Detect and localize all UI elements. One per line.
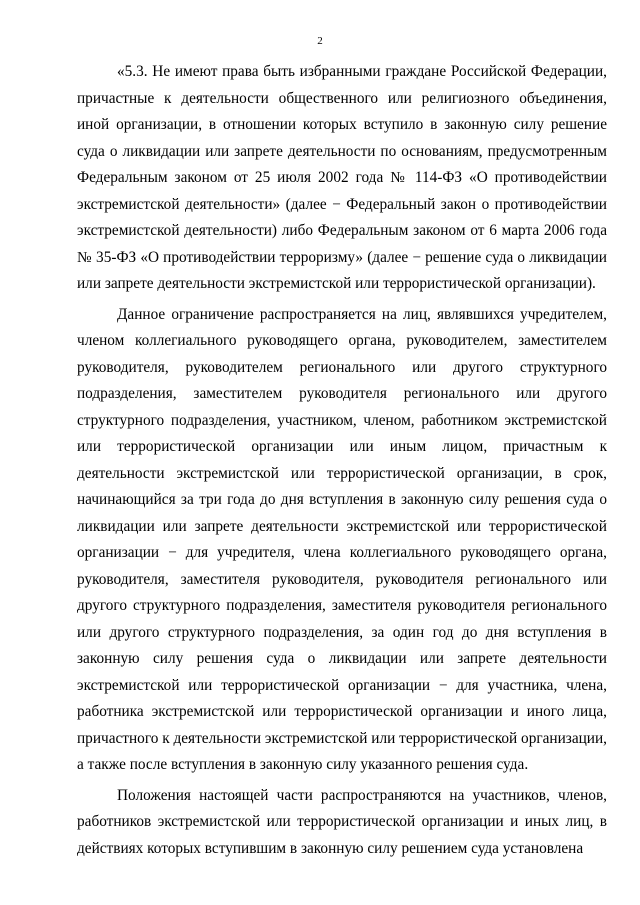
document-body xyxy=(77,59,607,866)
paragraph-restriction-scope: Данное ограничение распространяется на лиц, являвшихся учредителем, членом коллегиального руководящего органа, руководителем, заместителем руководителя, руководителем регионального или другого структурного подразделения, заместителем руководителя регионального или другого структурного подразделения, участником, членом, работником экстремистской или террористической организации или иным лицом, причастным к деятельности экстремистской или террористической организации, в срок, начинающийся за три года до дня вступления в законную силу решения суда о ликвидации или запрете деятельности экстремистской или террористической организации − для учредителя, члена коллегиального руководящего органа, руководителя, заместителя руководителя, руководителя регионального или другого структурного подразделения, заместителя руководителя регионального или другого структурного подразделения, за один год до дня вступления в законную силу решения суда о ликвидации или запрете деятельности экстремистской или террористической организации − для участника, члена, работника экстремистской или террористической организации и иного лица, причастного к деятельности экстремистской или террористической организации, а также после вступления в законную силу указанного решения суда. xyxy=(77,305,607,773)
paragraph-clause-5-3: «5.3. Не имеют права быть избранными граждане Российской Федерации, причастные к деятельности общественного или религиозного объединения, иной организации, в отношении которых вступило в законную силу решение суда о ликвидации или запрете деятельности по основаниям, предусмотренным Федеральным законом от 25 июля 2002 года № 114-ФЗ «О противодействии экстремистской деятельности» (далее − Федеральный закон о противодействии экстремистской деятельности) либо Федеральным законом от 6 марта 2006 года № 35-ФЗ «О противодействии терроризму» (далее − решение суда о ликвидации или запрете деятельности экстремистской или террористической организации). xyxy=(77,63,607,292)
paragraph-applicability: Положения настоящей части распространяются на участников, членов, работников экстремистской или террористической организации и иных лиц, в действиях которых вступившим в законную силу решением суда установлена xyxy=(77,786,607,857)
page-number: 2 xyxy=(317,35,323,47)
